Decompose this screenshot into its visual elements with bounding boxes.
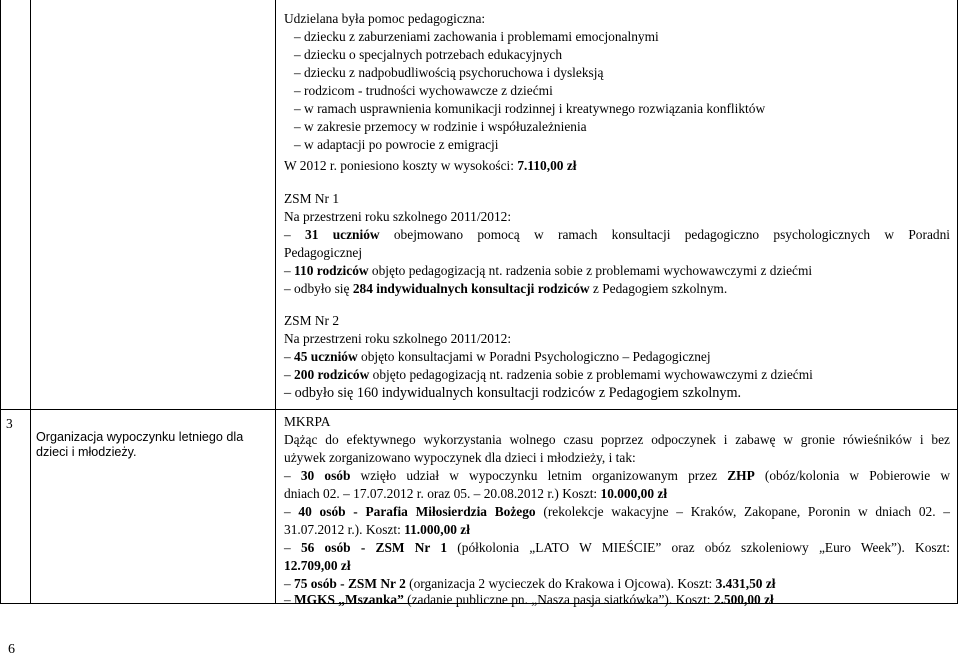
mkrpa-intro-line: używek zorganizowano wypoczynek dla dzieci i młodzieży, i tak:: [284, 450, 636, 465]
zsm1-parents-line: – 110 rodziców objęto pedagogizacją nt. radzenia sobie z problemami wychowawczymi z dziećmi: [284, 263, 813, 278]
mkrpa-heading: MKRPA: [284, 414, 331, 429]
leisure-item-zsm1: – 56 osób - ZSM Nr 1 (półkolonia „LATO W MIEŚCIE” oraz obóz szkoleniowy „Euro Week”). Koszt:: [284, 540, 950, 555]
help-item: – w ramach usprawnienia komunikacji rodzinnej i kreatywnego rozwiązania konfliktów: [294, 101, 766, 116]
leisure-item-zhp: – 30 osób wzięło udział w wypoczynku letnim organizowanym przez ZHP (obóz/kolonia w Pobierowie w: [284, 468, 951, 483]
help-item: – dziecku z nadpobudliwością psychoruchowa i dysleksją: [294, 65, 604, 80]
help-cost: W 2012 r. poniesiono koszty w wysokości: 7.110,00 zł: [284, 158, 577, 173]
page-number: 6: [8, 642, 15, 657]
help-item: – w zakresie przemocy w rodzinie i współuzależnienia: [294, 119, 587, 134]
zsm1-year-line: Na przestrzeni roku szkolnego 2011/2012:: [284, 209, 512, 224]
help-item: – rodzicom - trudności wychowawcze z dziećmi: [294, 83, 553, 98]
zsm2-year-line: Na przestrzeni roku szkolnego 2011/2012:: [284, 331, 512, 346]
row-title: [36, 430, 272, 460]
help-item: – dziecku o specjalnych potrzebach edukacyjnych: [294, 47, 563, 62]
table-border-left: [0, 0, 1, 604]
help-item: – dziecku z zaburzeniami zachowania i problemami emocjonalnymi: [294, 29, 659, 44]
row-title-line: Organizacja wypoczynku letniego dla: [36, 430, 244, 444]
row-title-line: dzieci i młodzieży.: [36, 445, 137, 459]
zsm2-students-line: – 45 uczniów objęto konsultacjami w Poradni Psychologiczno – Pedagogicznej: [284, 349, 711, 364]
zsm1-students-cont: Pedagogicznej: [284, 245, 363, 260]
zsm2-consult-line: – odbyło się 160 indywidualnych konsultacji rodziców z Pedagogiem szkolnym.: [284, 385, 742, 401]
zsm1-students-line: – 31 uczniów obejmowano pomocą w ramach konsultacji pedagogiczno psychologicznych w Poradni: [284, 227, 951, 242]
leisure-item-parish-cont: 31.07.2012 r.). Koszt: 11.000,00 zł: [284, 522, 470, 537]
leisure-item-mgks: – MGKS „Mszanka” (zadanie publiczne pn. „Nasza pasja siatkówka”). Koszt: 2.500,00 zł: [284, 592, 774, 607]
leisure-item-parish: – 40 osób - Parafia Miłosierdzia Bożego (rekolekcje wakacyjne – Kraków, Zakopane, Poronin w dniach 02. –: [284, 504, 950, 519]
table-border-col2: [275, 0, 276, 604]
help-intro: Udzielana była pomoc pedagogiczna:: [284, 11, 486, 26]
zsm1-consult-line: – odbyło się 284 indywidualnych konsultacji rodziców z Pedagogiem szkolnym.: [284, 281, 728, 296]
leisure-item-zhp-cont: dniach 02. – 17.07.2012 r. oraz 05. – 20.08.2012 r.) Koszt: 10.000,00 zł: [284, 486, 668, 501]
mkrpa-intro-line: Dążąc do efektywnego wykorzystania wolnego czasu poprzez odpoczynek i zabawę w gronie rówieśników i bez: [284, 432, 950, 447]
row-number: [6, 416, 13, 432]
row-number-text: 3: [6, 416, 13, 431]
zsm2-parents-line: – 200 rodziców objęto pedagogizacją nt. radzenia sobie z problemami wychowawczymi z dziećmi: [284, 367, 813, 382]
table-border-col1: [30, 0, 31, 604]
help-item: – w adaptacji po powrocie z emigracji: [294, 137, 499, 152]
table-border-right: [957, 0, 958, 604]
zsm2-heading: ZSM Nr 2: [284, 313, 340, 328]
leisure-item-zsm1-cont: 12.709,00 zł: [284, 558, 351, 573]
row-divider: [0, 409, 958, 410]
leisure-item-zsm2: – 75 osób - ZSM Nr 2 (organizacja 2 wycieczek do Krakowa i Ojcowa). Koszt: 3.431,50 zł: [284, 576, 776, 591]
zsm1-heading: ZSM Nr 1: [284, 191, 340, 206]
